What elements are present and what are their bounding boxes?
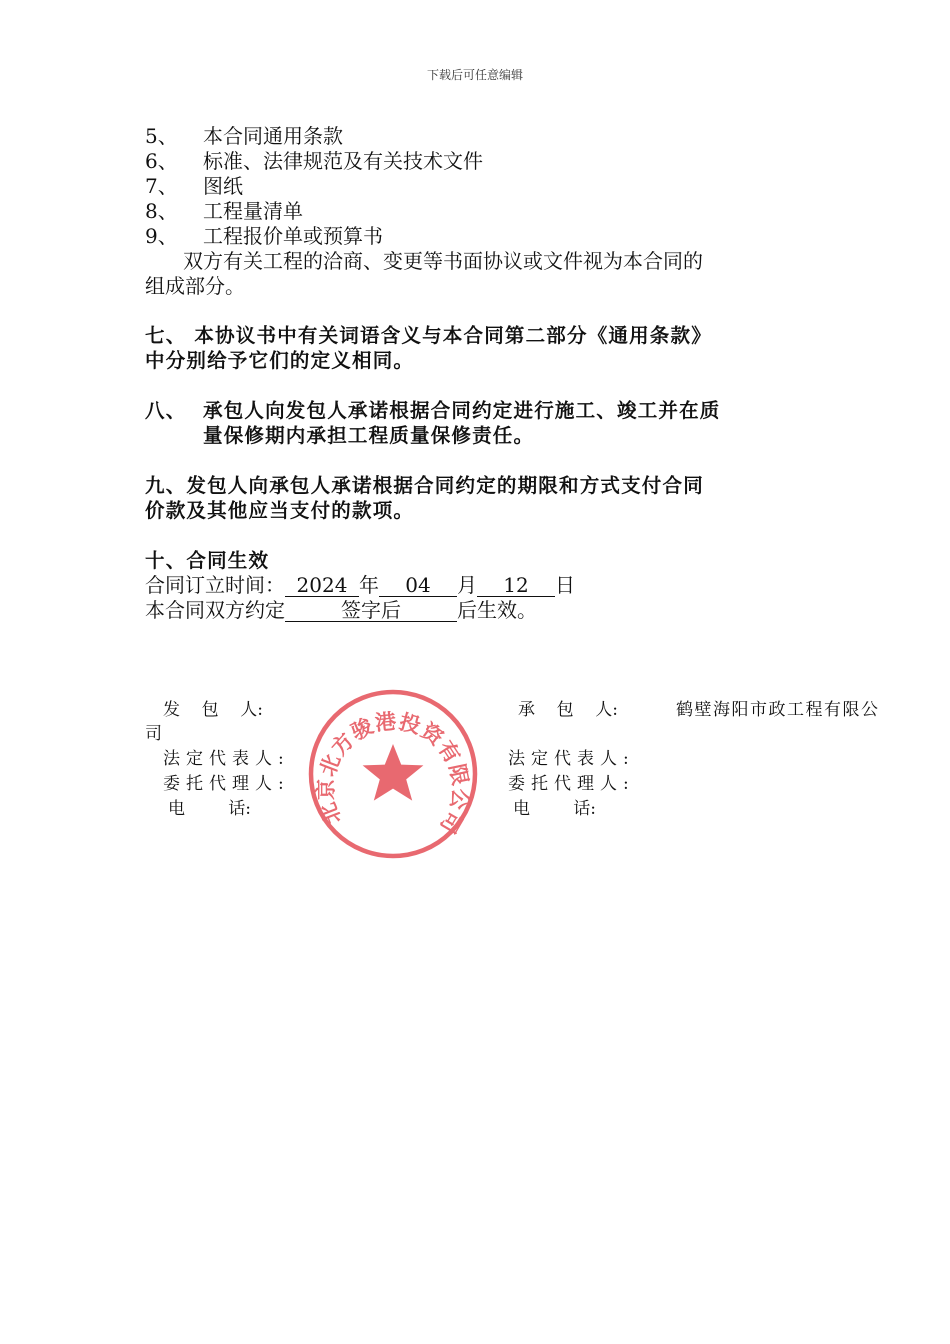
list-item — [145, 124, 343, 148]
list-item — [145, 224, 383, 248]
section9-line2: 价款及其他应当支付的款项。 — [145, 499, 415, 522]
contract-year: 2024 — [285, 574, 359, 597]
year-unit: 年 — [359, 573, 379, 597]
list-item-number: 5、 — [145, 124, 178, 148]
supplement-paragraph-line1: 双方有关工程的洽商、变更等书面协议或文件视为本合同的 — [183, 249, 703, 273]
agent-left-label: 委托代理人: — [163, 774, 290, 794]
contractor-name: 鹤壁海阳市政工程有限公 — [676, 700, 880, 720]
month-unit: 月 — [457, 573, 477, 597]
page-header-note: 下载后可任意编辑 — [426, 68, 523, 82]
seal-text: 北京北方骏港投资有限公司 — [312, 708, 474, 839]
list-item-number: 7、 — [145, 174, 178, 198]
effect-prefix: 本合同双方约定 — [145, 598, 285, 622]
section8-number: 八、 — [145, 399, 187, 422]
contractor-label: 承 包 人: — [518, 700, 618, 720]
legal-rep-right-label: 法定代表人: — [508, 749, 635, 769]
contract-date-line — [145, 573, 575, 597]
list-item-text: 标准、法律规范及有关技术文件 — [203, 149, 483, 173]
employer-label-tail: 司 — [145, 724, 162, 744]
phone-right-label: 电 话: — [513, 799, 596, 819]
list-item-number: 6、 — [145, 149, 178, 173]
list-item — [145, 199, 303, 223]
list-item-text: 工程量清单 — [203, 199, 303, 223]
day-unit: 日 — [555, 573, 575, 597]
supplement-paragraph-line2: 组成部分。 — [145, 274, 245, 298]
section7-line1: 七、 本协议书中有关词语含义与本合同第二部分《通用条款》 — [145, 324, 712, 347]
company-seal-icon — [305, 686, 481, 862]
contract-month: 04 — [379, 574, 457, 597]
list-item-text: 图纸 — [203, 174, 243, 198]
list-item-number: 8、 — [145, 199, 178, 223]
section7-line2: 中分别给予它们的定义相同。 — [145, 349, 415, 372]
section10-title: 十、合同生效 — [145, 549, 270, 572]
list-item-number: 9、 — [145, 224, 178, 248]
employer-label: 发 包 人: — [163, 700, 263, 720]
effect-suffix: 后生效。 — [457, 598, 537, 622]
agent-right-label: 委托代理人: — [508, 774, 635, 794]
list-item-text: 本合同通用条款 — [203, 124, 343, 148]
phone-left-label: 电 话: — [168, 799, 251, 819]
effect-value: 签字后 — [285, 599, 457, 622]
section8-line1 — [145, 399, 721, 423]
legal-rep-left-label: 法定代表人: — [163, 749, 290, 769]
contract-date-label: 合同订立时间： — [145, 573, 285, 597]
list-item-text: 工程报价单或预算书 — [203, 224, 383, 248]
section9-line1: 九、发包人向承包人承诺根据合同约定的期限和方式支付合同 — [145, 474, 704, 497]
section8-line2: 量保修期内承担工程质量保修责任。 — [203, 424, 535, 447]
list-item — [145, 174, 243, 198]
contract-day: 12 — [477, 574, 555, 597]
list-item — [145, 149, 483, 173]
section8-text: 承包人向发包人承诺根据合同约定进行施工、竣工并在质 — [203, 399, 721, 422]
contract-effect-line — [145, 598, 537, 622]
